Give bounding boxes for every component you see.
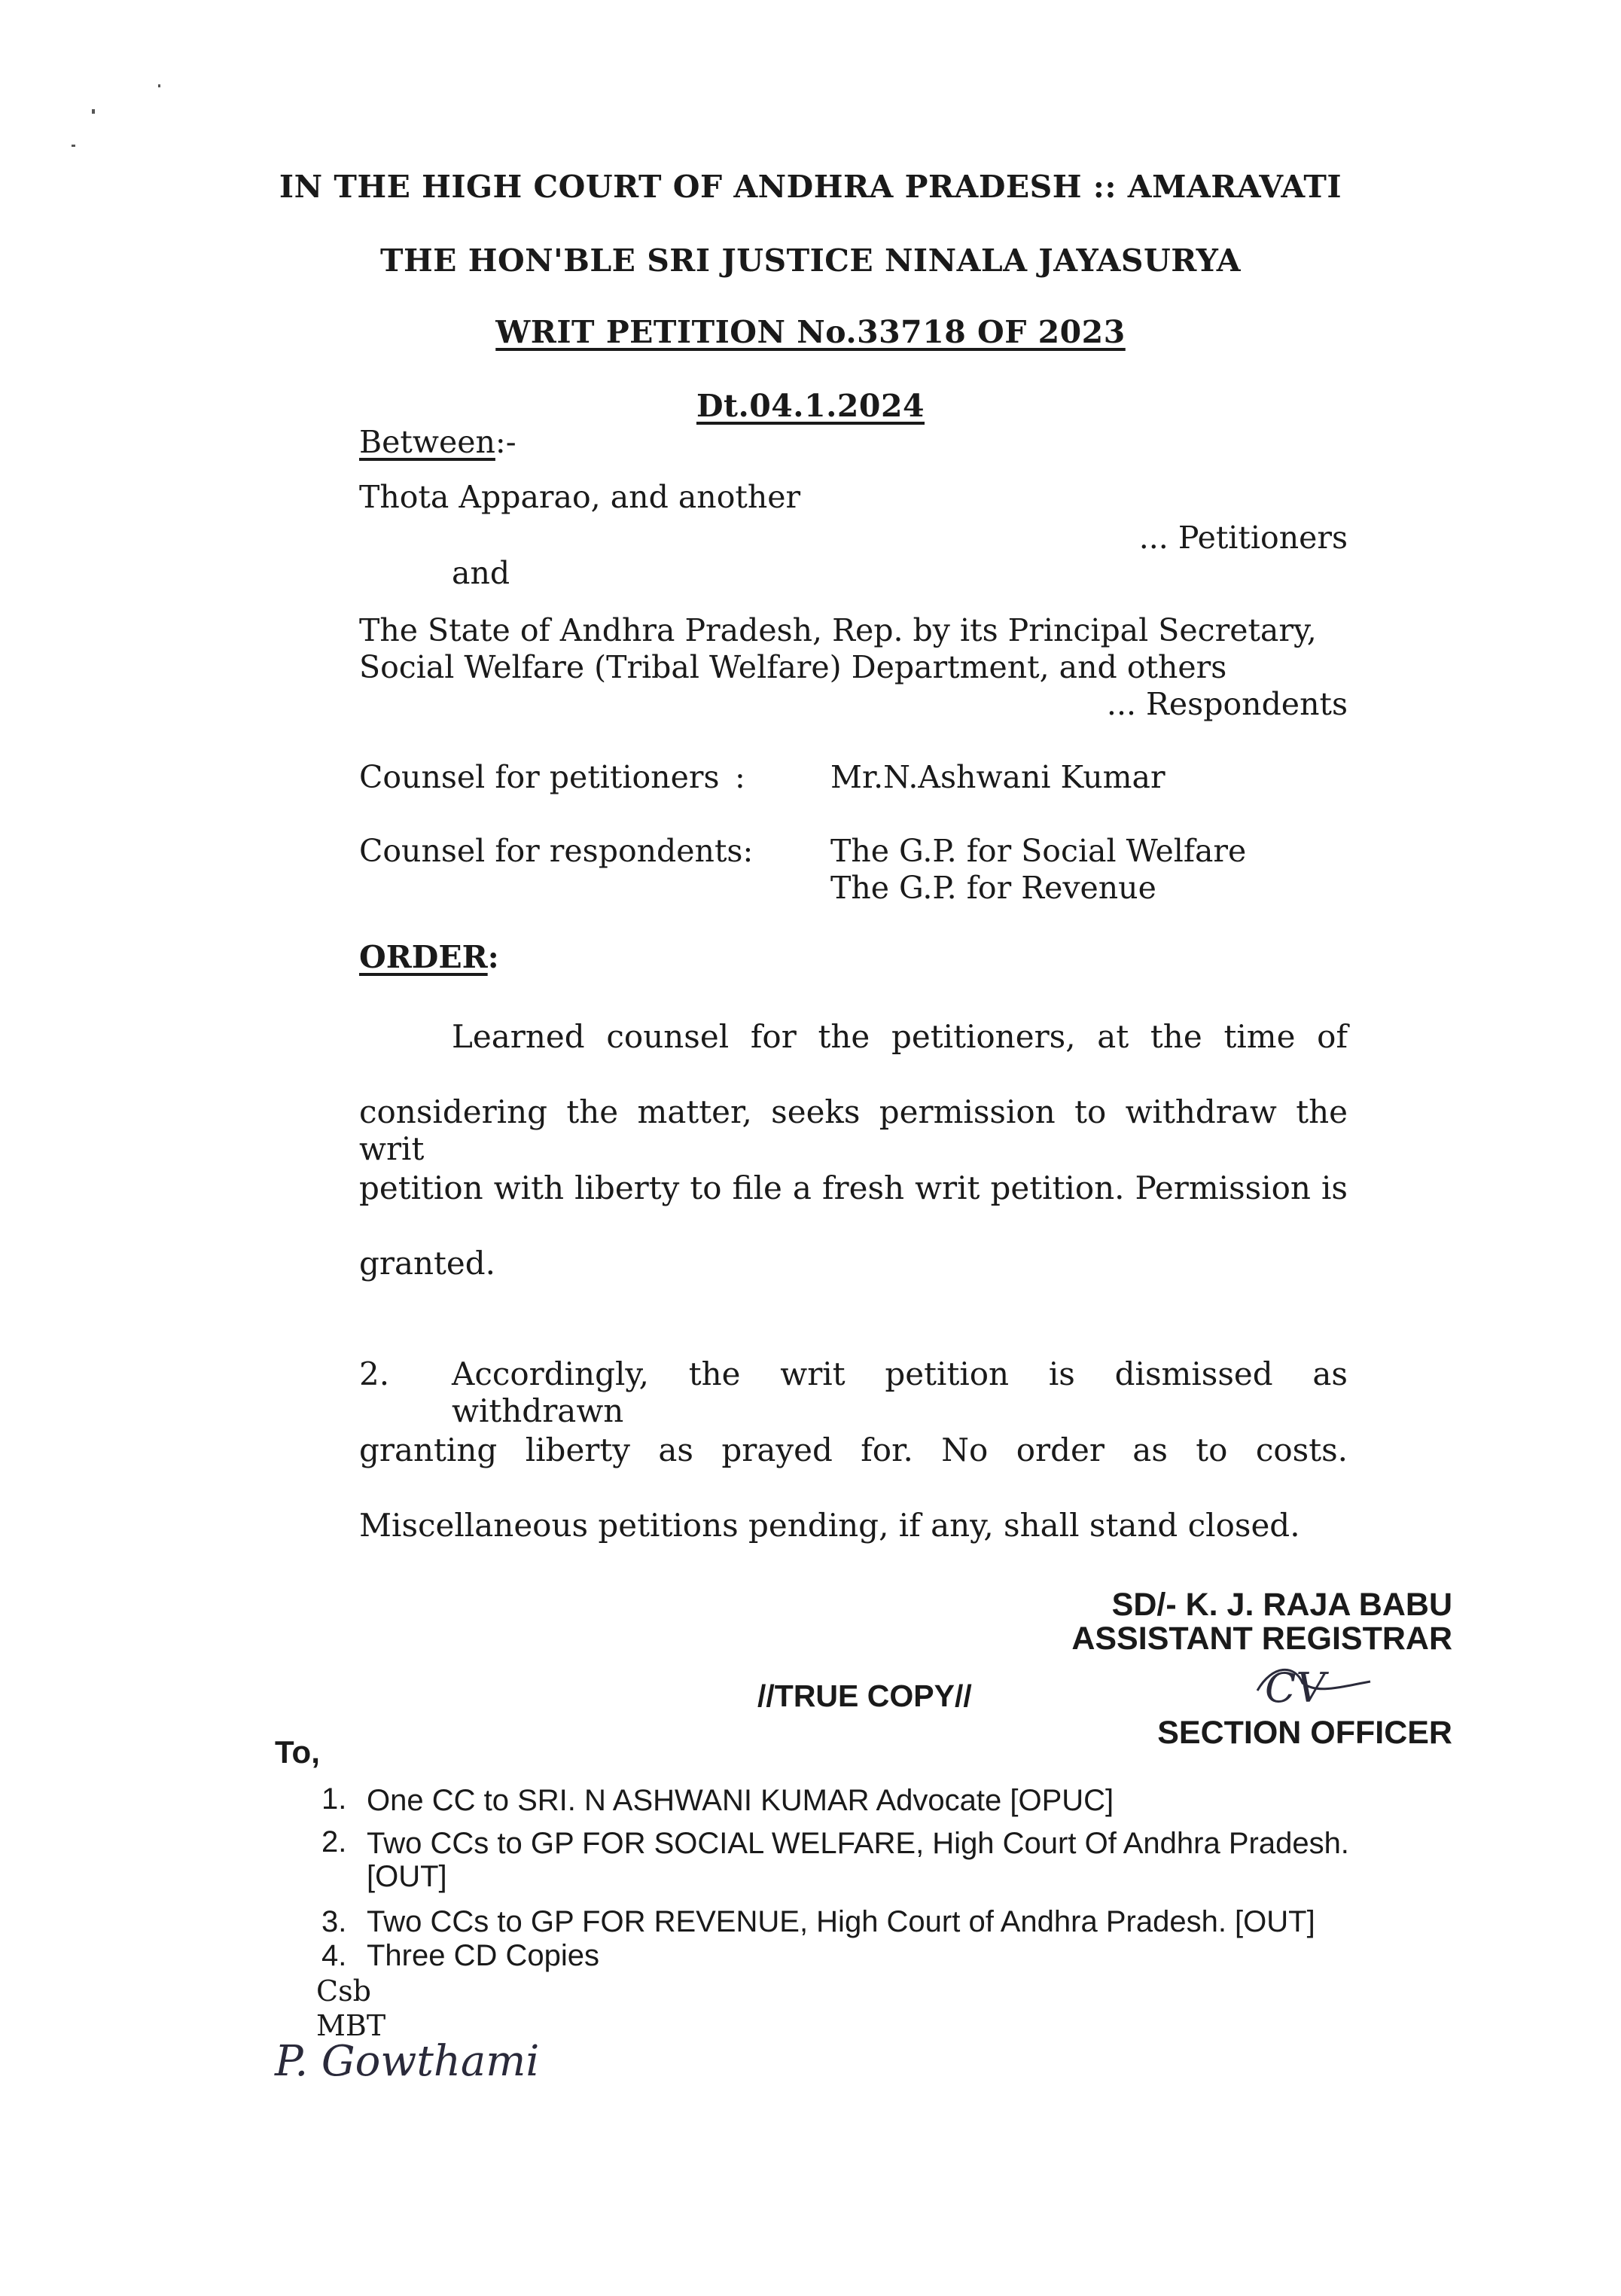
handwritten-initials: CV — [1265, 1664, 1326, 1712]
order-para-1-line-3: petition with liberty to file a fresh writ petition. Permission is — [359, 1169, 1348, 1206]
petitioners-name: Thota Apparao, and another — [359, 479, 801, 515]
judge-name: THE HON'BLE SRI JUSTICE NINALA JAYASURYA — [379, 242, 1242, 279]
scan-speck — [92, 109, 95, 114]
order-para-1-line-1: Learned counsel for the petitioners, at the time of — [452, 1018, 1348, 1055]
clerk-initials-2: MBT — [316, 2009, 386, 2042]
order-heading-suffix: : — [487, 939, 499, 975]
handwritten-signature: P. Gowthami — [275, 2037, 540, 2086]
cc-item-3-text: Two CCs to GP FOR REVENUE, High Court of Andhra Pradesh. [OUT] — [367, 1905, 1315, 1938]
cc-item-1-number: 1. — [321, 1782, 347, 1816]
to-label: To, — [275, 1734, 320, 1770]
petitioners-role: ... Petitioners — [1138, 520, 1348, 556]
order-heading-word: ORDER — [359, 939, 488, 975]
respondents-role: ... Respondents — [1106, 686, 1348, 722]
order-heading — [359, 939, 499, 976]
order-para-2-line-2: granting liberty as prayed for. No order as to costs. — [359, 1432, 1348, 1468]
order-para-1-line-2: considering the matter, seeks permission to withdraw the writ — [359, 1093, 1348, 1167]
cc-item-4-number: 4. — [321, 1939, 347, 1972]
respondents-line-2: Social Welfare (Tribal Welfare) Department, and others — [359, 649, 1227, 685]
cc-item-3-number: 3. — [321, 1905, 347, 1938]
counsel-respondents-value-2: The G.P. for Revenue — [830, 870, 1156, 906]
signatory-name: SD/- K. J. RAJA BABU — [1111, 1587, 1452, 1623]
order-date: Dt.04.1.2024 — [696, 388, 925, 424]
counsel-petitioners-label: Counsel for petitioners — [359, 759, 720, 795]
counsel-respondents-label: Counsel for respondents: — [359, 833, 754, 869]
cc-item-2-text: Two CCs to GP FOR SOCIAL WELFARE, High Court Of Andhra Pradesh. — [367, 1827, 1349, 1860]
scan-speck — [158, 84, 160, 87]
counsel-respondents-value-1: The G.P. for Social Welfare — [830, 833, 1247, 869]
and-label: and — [452, 555, 510, 591]
scan-speck — [72, 145, 75, 147]
true-copy-label: //TRUE COPY// — [757, 1679, 972, 1713]
between-word: Between — [359, 424, 495, 460]
cc-item-2-number: 2. — [321, 1825, 347, 1858]
counsel-petitioners-value: Mr.N.Ashwani Kumar — [830, 759, 1165, 795]
cc-item-1-text: One CC to SRI. N ASHWANI KUMAR Advocate [OPUC] — [367, 1784, 1114, 1817]
case-number: WRIT PETITION No.33718 OF 2023 — [495, 314, 1126, 350]
signatory-title: ASSISTANT REGISTRAR — [1071, 1621, 1452, 1657]
initials-flourish — [1250, 1660, 1378, 1721]
respondents-line-1: The State of Andhra Pradesh, Rep. by its Principal Secretary, — [359, 612, 1317, 648]
cc-item-2-text-cont: [OUT] — [367, 1860, 447, 1893]
counsel-petitioners-colon: : — [735, 759, 745, 795]
order-para-1-line-4: granted. — [359, 1245, 496, 1282]
order-para-2-line-3: Miscellaneous petitions pending, if any, shall stand closed. — [359, 1507, 1300, 1544]
cc-item-4-text: Three CD Copies — [367, 1939, 600, 1972]
between-suffix: :- — [495, 424, 516, 460]
between-label — [359, 424, 516, 461]
clerk-initials-1: Csb — [316, 1974, 371, 2008]
order-para-2-number: 2. — [359, 1355, 390, 1392]
court-title: IN THE HIGH COURT OF ANDHRA PRADESH :: AMARAVATI — [279, 169, 1342, 205]
order-para-2-line-1: Accordingly, the writ petition is dismissed as withdrawn — [452, 1355, 1348, 1429]
section-officer-label: SECTION OFFICER — [1157, 1715, 1452, 1751]
